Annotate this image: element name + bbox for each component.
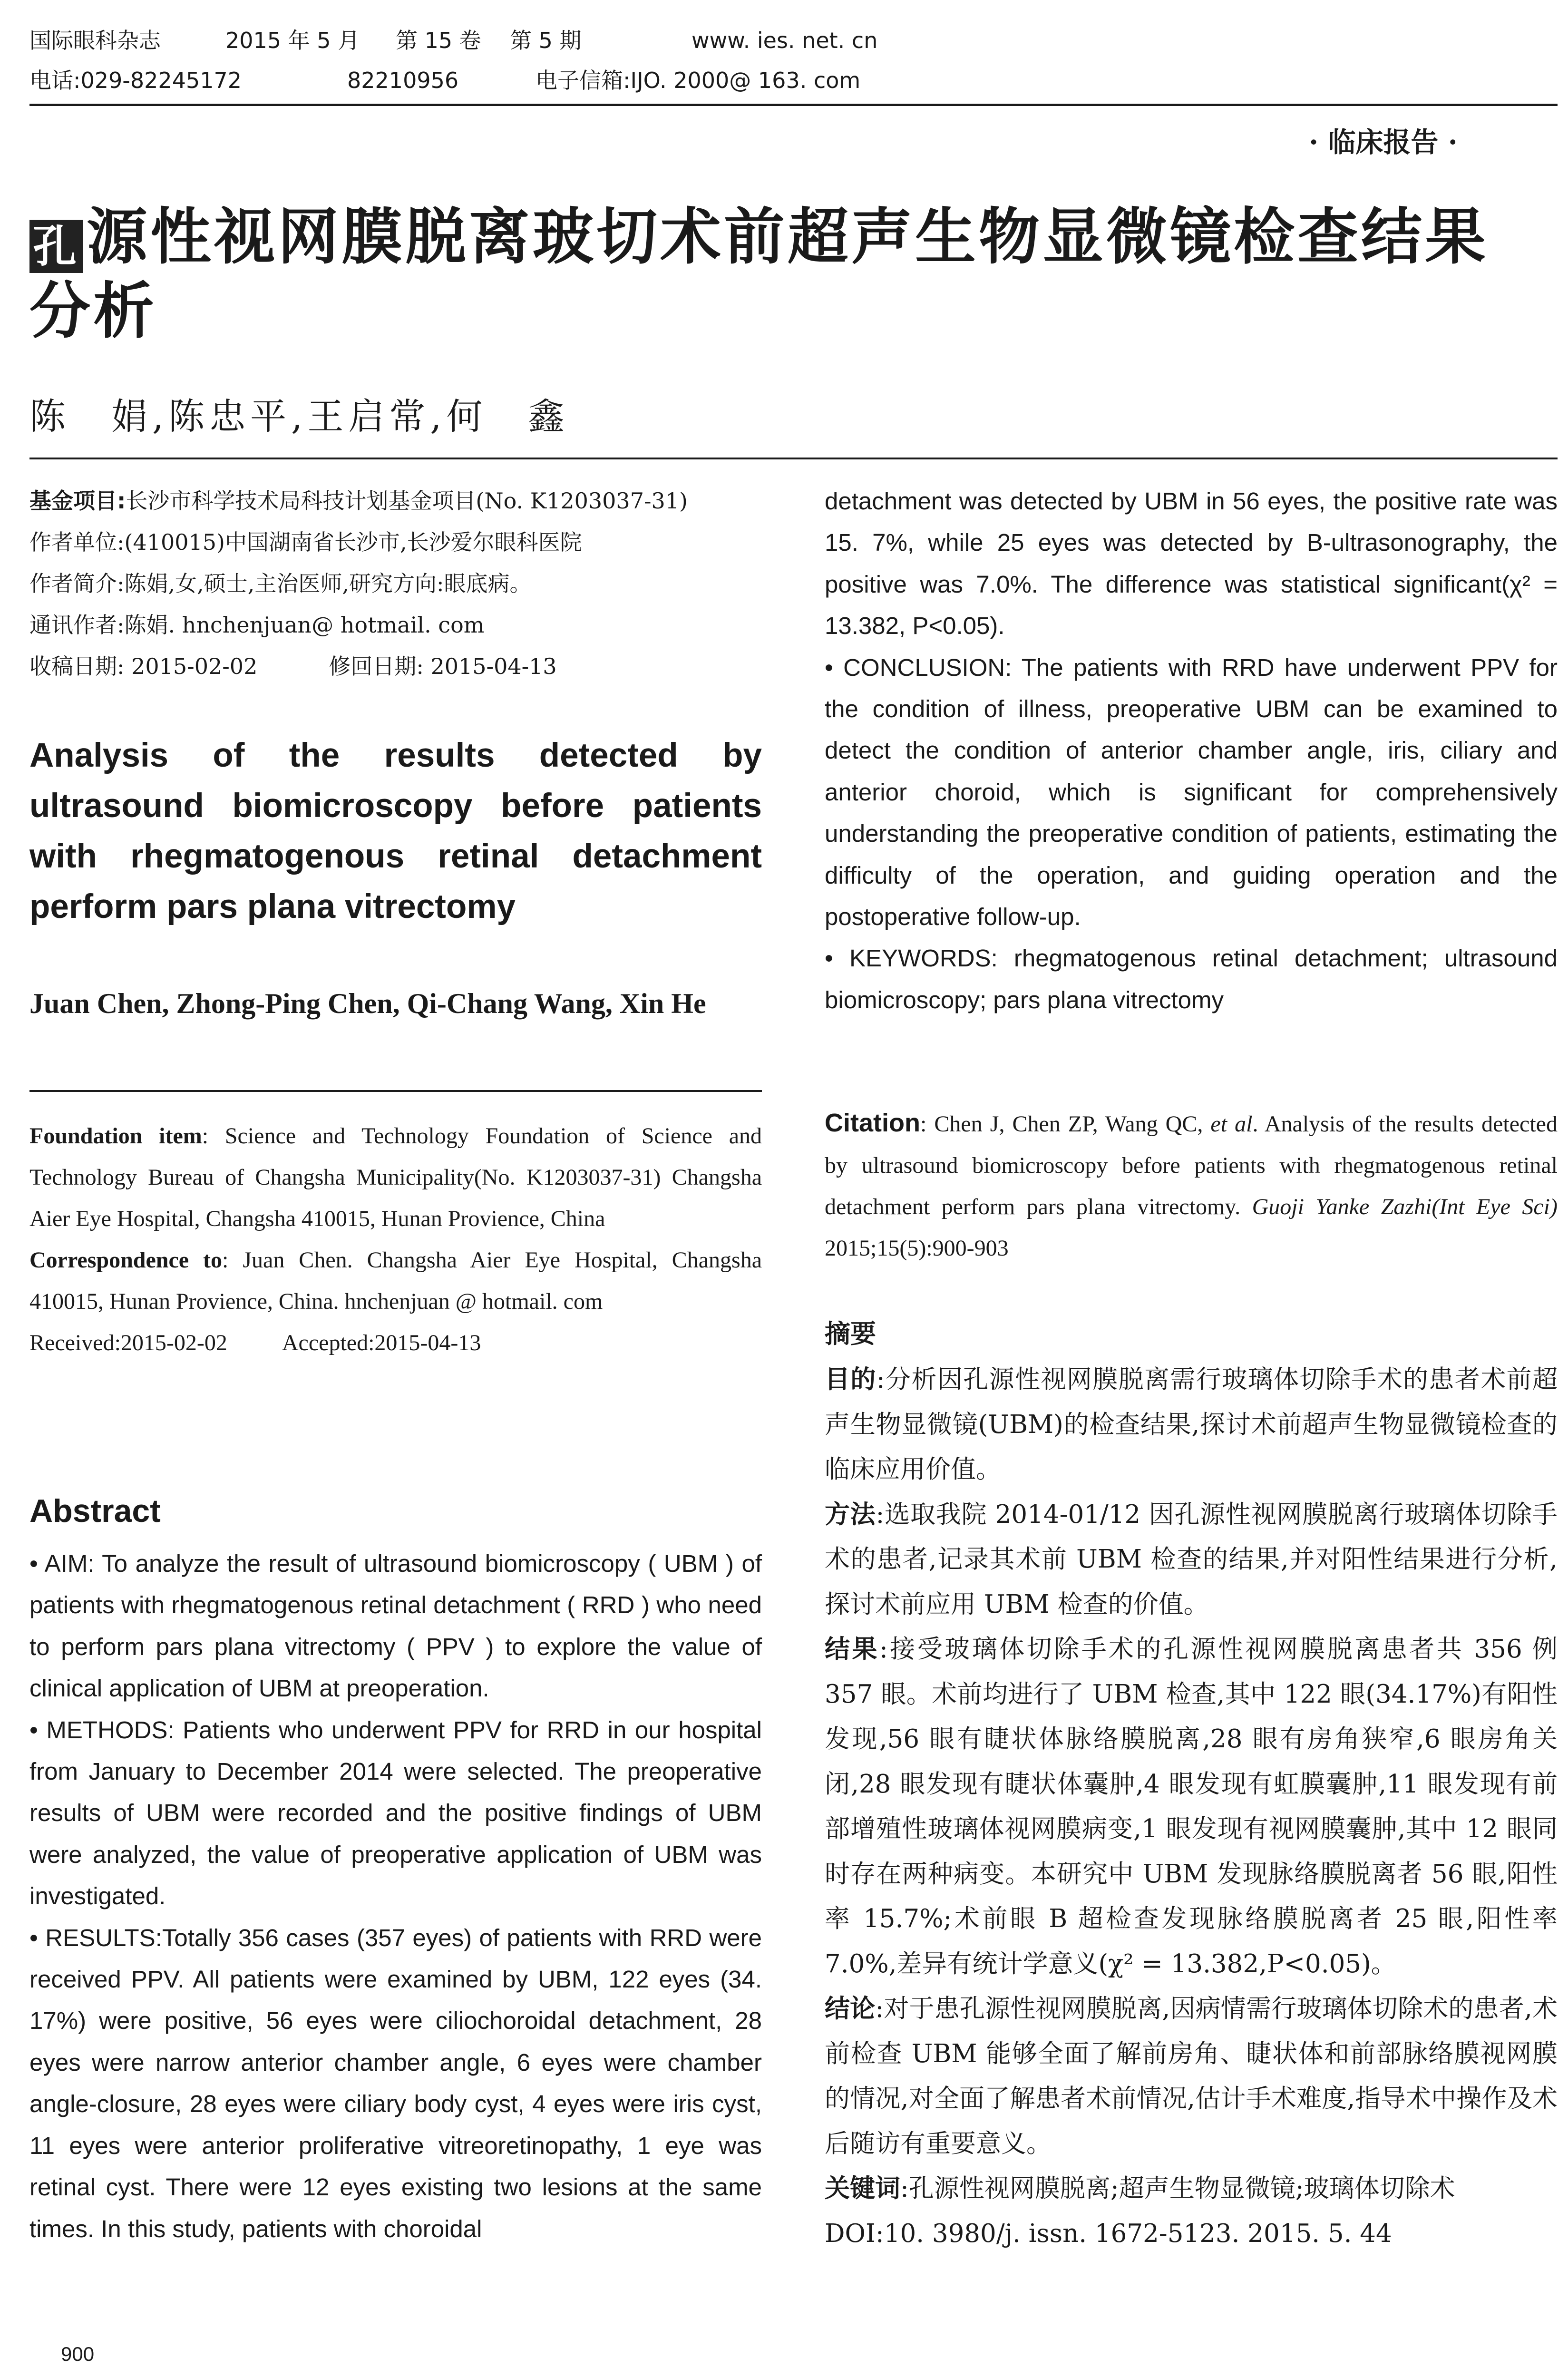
doi[interactable]: DOI:10. 3980/j. issn. 1672-5123. 2015. 5. 44 <box>825 2219 1392 2248</box>
bio-cn: 作者简介:陈娟,女,硕士,主治医师,研究方向:眼底病。 <box>29 571 532 596</box>
conclusion-text: : The patients with RRD have underwent PPV for the condition of illness, preoperative UBM can be examined to detect the condition of anterior chamber angle, iris, ciliary and anterior choroid, which is significant for comprehensively understanding the preoperative condition of patients, estimating the difficulty of the operation, and guiding operation and the postoperative follow-up. <box>825 653 1558 931</box>
zh-keywords-text: :孔源性视网膜脱离;超声生物显微镜;玻璃体切除术 <box>900 2174 1455 2203</box>
affiliation-cn: 作者单位:(410015)中国湖南省长沙市,长沙爱尔眼科医院 <box>29 529 582 555</box>
foundation-cn-text: 长沙市科学技术局科技计划基金项目(No. K1203037-31) <box>126 488 688 514</box>
aim-text: : To analyze the result of ultrasound biomicroscopy ( UBM ) of patients with rhegmatogenous retinal detachment ( RRD ) who need to perform pars plana vitrectomy ( PPV ) to explore the value of clinical application of UBM at preoperation. <box>29 1550 762 1702</box>
issue-date: 2015 年 5 月 <box>225 28 360 53</box>
abstract-results-continued: detachment was detected by UBM in 56 eyes, the positive rate was 15. 7%, while 25 eyes was detected by B-ultrasonography, the positive was 7.0%. The difference was statistical significant(χ² = 13.382, P<0.05). <box>825 487 1558 640</box>
zh-abstract-heading: 摘要 <box>825 1319 876 1349</box>
title-line-2: 分析 <box>29 275 157 347</box>
aim-label: • AIM <box>29 1550 88 1577</box>
english-metadata <box>29 1115 762 1364</box>
accepted-en: Accepted:2015-04-13 <box>282 1330 481 1355</box>
zh-methods <box>825 1492 1558 1627</box>
zh-keywords <box>825 2166 1558 2211</box>
title-initial-glyph: 孔 <box>29 220 83 273</box>
english-authors-rule <box>29 1090 762 1092</box>
journal-email[interactable]: 电子信箱:IJO. 2000@ 163. com <box>536 68 861 93</box>
abstract-aim <box>29 1543 762 1709</box>
metadata-cn <box>29 480 762 687</box>
zh-results-text: :接受玻璃体切除手术的孔源性视网膜脱离患者共 356 例 357 眼。术前均进行了 UBM 检查,其中 122 眼(34.17%)有阳性发现,56 眼有睫状体脉络膜脱离,28 眼有房角狭窄,6 眼房角关闭,28 眼发现有睫状体囊肿,4 眼发现有虹膜囊肿,11 眼发现有前部增殖性玻璃体视网膜病变,1 眼发现有视网膜囊肿,其中 12 眼同时存在两种病变。本研究中 UBM 发现脉络膜脱离者 56 眼,阳性率 15.7%;术前眼 B 超检查发现脉络膜脱离者 25 眼,阳性率 7.0%,差异有统计学意义(χ² = 13.382,P<0.05)。 <box>825 1635 1558 1978</box>
foundation-en-text: : Science and Technology Foundation of Science and Technology Bureau of Changsha Municipality(No. K1203037-31) Changsha Aier Eye Hospital, Changsha 410015, Hunan Provience, China <box>29 1123 762 1231</box>
citation <box>825 1102 1558 1269</box>
english-authors: Juan Chen, Zhong-Ping Chen, Qi-Chang Wang, Xin He <box>29 988 706 1019</box>
authors-cn: 陈 娟,陈忠平,王启常,何 鑫 <box>29 395 569 438</box>
dates-en <box>29 1322 762 1364</box>
correspondence-en <box>29 1239 762 1322</box>
received-en: Received:2015-02-02 <box>29 1330 227 1355</box>
page-number: 900 <box>61 2343 95 2365</box>
authors-rule <box>29 458 1558 459</box>
abstract-conclusion <box>825 647 1558 938</box>
zh-aim-text: :分析因孔源性视网膜脱离需行玻璃体切除手术的患者术前超声生物显微镜(UBM)的检查结果,探讨术前超声生物显微镜检查的临床应用价值。 <box>825 1365 1558 1484</box>
citation-ref: 2015;15(5):900-903 <box>825 1236 1009 1261</box>
correspondence-cn: 通讯作者:陈娟. hnchenjuan@ hotmail. com <box>29 612 485 638</box>
article-title <box>29 200 1561 348</box>
citation-text: : Chen J, Chen ZP, Wang QC, <box>920 1111 1211 1137</box>
citation-text-2: . Analysis of the results detected by ultrasound biomicroscopy before patients with rhegmatogenous retinal detachment perform pars plana vitrectomy. <box>825 1111 1558 1219</box>
foundation-cn <box>29 480 762 522</box>
revised-cn: 修回日期: 2015-04-13 <box>329 653 557 679</box>
results-text: :Totally 356 cases (357 eyes) of patients with RRD were received PPV. All patients were examined by UBM, 122 eyes (34. 17%) were positive, 56 eyes were ciliochoroidal detachment, 28 eyes were narrow anterior chamber angle, 6 eyes were chamber angle-closure, 28 eyes were ciliary body cyst, 4 eyes were iris cyst, 11 eyes were anterior proliferative vitreoretinopathy, 1 eye was retinal cyst. There were 12 eyes existing two lesions at the same times. In this study, patients with choroidal <box>29 1924 762 2242</box>
english-title: Analysis of the results detected by ultrasound biomicroscopy before patients with rhegmatogenous retinal detachment perform pars plana vitrectomy <box>29 737 762 925</box>
abstract-left <box>29 1543 762 2250</box>
keywords-label: • KEYWORDS <box>825 945 991 972</box>
header-rule <box>29 104 1558 106</box>
methods-text: : Patients who underwent PPV for RRD in our hospital from January to December 2014 were selected. The preoperative results of UBM were recorded and the positive findings of UBM were analyzed, the value of preoperative application of UBM was investigated. <box>29 1716 762 1910</box>
zh-methods-text: :选取我院 2014-01/12 因孔源性视网膜脱离行玻璃体切除手术的患者,记录其术前 UBM 检查的结果,并对阳性结果进行分析,探讨术前应用 UBM 检查的价值。 <box>825 1500 1558 1619</box>
journal-website[interactable]: www. ies. net. cn <box>691 28 878 53</box>
phone-2: 82210956 <box>347 68 459 93</box>
results-label: • RESULTS <box>29 1924 156 1951</box>
phone: 电话:029-82245172 <box>29 68 242 93</box>
abstract-keywords <box>825 937 1558 1021</box>
zh-conclusion-text: :对于患孔源性视网膜脱离,因病情需行玻璃体切除术的患者,术前检查 UBM 能够全面了解前房角、睫状体和前部脉络膜视网膜的情况,对全面了解患者术前情况,估计手术难度,指导术中操作及术后随访有重要意义。 <box>825 1994 1558 2158</box>
section-tag: · 临床报告 · <box>1309 126 1458 158</box>
foundation-en <box>29 1115 762 1239</box>
title-line-1-text: 源性视网膜脱离玻切术前超声生物显微镜检查结果 <box>87 201 1489 273</box>
zh-keywords-label: 关键词 <box>825 2174 900 2203</box>
zh-aim <box>825 1357 1558 1492</box>
received-cn: 收稿日期: 2015-02-02 <box>29 653 258 679</box>
citation-journal: Guoji Yanke Zazhi(Int Eye Sci) <box>1252 1194 1558 1219</box>
foundation-en-label: Foundation item <box>29 1123 202 1149</box>
volume: 第 15 卷 <box>396 28 481 53</box>
abstract-heading: Abstract <box>29 1493 161 1529</box>
methods-label: • METHODS <box>29 1716 168 1744</box>
foundation-cn-label: 基金项目: <box>29 488 126 514</box>
abstract-methods <box>29 1709 762 1917</box>
zh-results-label: 结果 <box>825 1635 879 1664</box>
journal-name: 国际眼科杂志 <box>29 28 161 53</box>
zh-abstract <box>825 1357 1558 2256</box>
zh-results <box>825 1627 1558 1987</box>
conclusion-label: • CONCLUSION <box>825 653 1005 681</box>
zh-aim-label: 目的 <box>825 1365 877 1394</box>
zh-methods-label: 方法 <box>825 1500 876 1529</box>
citation-etal: et al <box>1210 1111 1253 1137</box>
issue: 第 5 期 <box>510 28 582 53</box>
abstract-right <box>825 480 1558 1021</box>
dates-cn <box>29 646 762 687</box>
zh-conclusion-label: 结论 <box>825 1994 876 2023</box>
zh-conclusion <box>825 1987 1558 2166</box>
correspondence-en-label: Correspondence to <box>29 1247 223 1273</box>
title-line-1 <box>29 200 1561 274</box>
keywords-text: : rhegmatogenous retinal detachment; ultrasound biomicroscopy; pars plana vitrectomy <box>825 945 1558 1013</box>
citation-label: Citation <box>825 1109 920 1137</box>
correspondence-en-text: : Juan Chen. Changsha Aier Eye Hospital, Changsha 410015, Hunan Provience, China. hnchenjuan @ hotmail. com <box>29 1247 762 1314</box>
abstract-results <box>29 1917 762 2250</box>
